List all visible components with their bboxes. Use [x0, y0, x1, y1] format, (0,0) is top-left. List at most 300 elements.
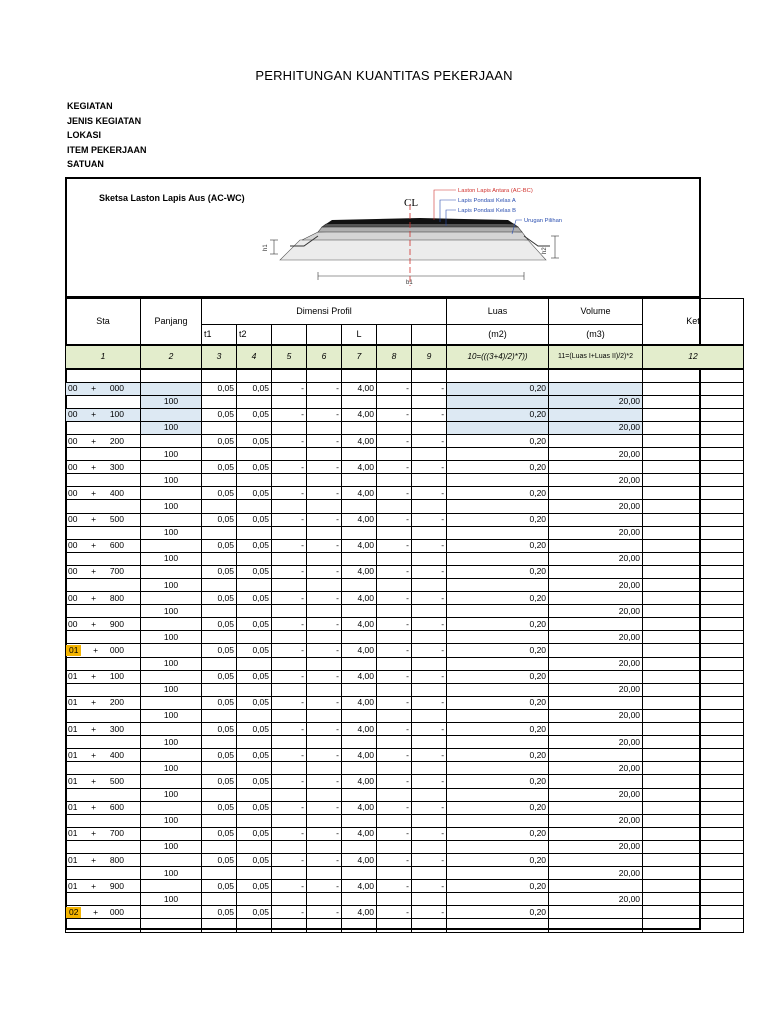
- c6-cell: -: [307, 618, 342, 631]
- sta-cell: [66, 592, 141, 605]
- t1-cell: 0,05: [202, 644, 237, 657]
- sta-km: 01: [68, 697, 78, 708]
- panjang-cell: 100: [141, 736, 202, 749]
- panjang-cell: 100: [141, 657, 202, 670]
- empty-cell: [342, 736, 377, 749]
- empty-cell: [377, 579, 412, 592]
- c8-cell: -: [377, 487, 412, 500]
- empty-cell: [307, 657, 342, 670]
- empty-cell: [307, 395, 342, 408]
- table-row: [66, 696, 744, 709]
- sta-cell: [66, 395, 141, 408]
- header-sta: Sta: [66, 299, 141, 345]
- table-row: [66, 526, 744, 539]
- c5-cell: -: [272, 853, 307, 866]
- empty-cell: [237, 448, 272, 461]
- ket-cell: [643, 461, 744, 474]
- c8-cell: -: [377, 775, 412, 788]
- t2-cell: 0,05: [237, 801, 272, 814]
- c9-cell: -: [412, 565, 447, 578]
- ac-bc-label: Laston Lapis Antara (AC-BC): [458, 188, 533, 194]
- t2-cell: 0,05: [237, 670, 272, 683]
- h1-label: h1: [263, 244, 269, 251]
- L-cell: 4,00: [342, 880, 377, 893]
- empty-cell: [272, 395, 307, 408]
- sta-km: 00: [68, 461, 78, 472]
- ket-cell: [643, 749, 744, 762]
- empty-cell: [237, 552, 272, 565]
- ket-cell: [643, 434, 744, 447]
- c6-cell: -: [307, 696, 342, 709]
- volume-cell: [549, 539, 643, 552]
- empty-cell: [237, 683, 272, 696]
- empty-cell: [237, 500, 272, 513]
- c5-cell: -: [272, 696, 307, 709]
- empty-cell: [342, 395, 377, 408]
- c9-cell: -: [412, 906, 447, 919]
- sta-plus: +: [91, 566, 97, 577]
- table-row: [66, 880, 744, 893]
- empty-cell: [202, 840, 237, 853]
- empty-cell: [272, 893, 307, 906]
- col-number: 12: [643, 345, 744, 369]
- sta-plus: +: [91, 540, 97, 551]
- panjang-cell: [141, 827, 202, 840]
- c6-cell: -: [307, 408, 342, 421]
- col-number: 4: [237, 345, 272, 369]
- sta-plus: +: [91, 828, 97, 839]
- empty-cell: [412, 867, 447, 880]
- empty-cell: [342, 762, 377, 775]
- L-cell: 4,00: [342, 749, 377, 762]
- ket-cell: [643, 723, 744, 736]
- ket-cell: [643, 592, 744, 605]
- sta-meter: 100: [109, 671, 124, 682]
- empty-cell: [307, 919, 342, 932]
- empty-cell: [447, 683, 549, 696]
- L-cell: 4,00: [342, 827, 377, 840]
- c9-cell: -: [412, 827, 447, 840]
- sta-cell: [66, 919, 141, 932]
- empty-cell: [307, 631, 342, 644]
- empty-cell: [272, 421, 307, 434]
- L-cell: 4,00: [342, 801, 377, 814]
- sta-cell: [66, 474, 141, 487]
- t1-cell: 0,05: [202, 906, 237, 919]
- empty-cell: [202, 762, 237, 775]
- sta-meter: 600: [109, 540, 124, 551]
- t2-cell: 0,05: [237, 880, 272, 893]
- luas-cell: 0,20: [447, 827, 549, 840]
- sta-cell: [66, 723, 141, 736]
- c8-cell: -: [377, 565, 412, 578]
- table-row: [66, 644, 744, 657]
- c9-cell: -: [412, 461, 447, 474]
- ket-cell: [643, 552, 744, 565]
- luas-cell: 0,20: [447, 749, 549, 762]
- ket-cell: [643, 631, 744, 644]
- panjang-cell: 100: [141, 814, 202, 827]
- volume-cell: [549, 434, 643, 447]
- c6-cell: -: [307, 487, 342, 500]
- empty-cell: [307, 893, 342, 906]
- ket-cell: [643, 709, 744, 722]
- luas-cell: 0,20: [447, 880, 549, 893]
- t2-cell: 0,05: [237, 906, 272, 919]
- panjang-cell: [141, 513, 202, 526]
- c9-cell: -: [412, 539, 447, 552]
- ket-cell: [643, 526, 744, 539]
- empty-cell: [342, 893, 377, 906]
- table-row: [66, 434, 744, 447]
- sta-cell: [66, 801, 141, 814]
- luas-cell: 0,20: [447, 592, 549, 605]
- t2-cell: 0,05: [237, 461, 272, 474]
- ket-cell: [643, 853, 744, 866]
- table-row: [66, 631, 744, 644]
- luas-cell: 0,20: [447, 513, 549, 526]
- panjang-cell: [141, 919, 202, 932]
- c9-cell: -: [412, 853, 447, 866]
- sta-meter: 200: [109, 435, 124, 446]
- sta-cell: [66, 814, 141, 827]
- empty-cell: [202, 657, 237, 670]
- sta-cell: [66, 644, 141, 657]
- empty-cell: [412, 395, 447, 408]
- table-row: [66, 827, 744, 840]
- empty-cell: [447, 840, 549, 853]
- panjang-cell: [141, 723, 202, 736]
- empty-cell: [202, 788, 237, 801]
- L-cell: 4,00: [342, 434, 377, 447]
- empty-cell: [342, 500, 377, 513]
- sta-meter: 000: [109, 906, 124, 917]
- c8-cell: -: [377, 801, 412, 814]
- panjang-cell: [141, 618, 202, 631]
- t1-cell: 0,05: [202, 434, 237, 447]
- ket-cell: [643, 814, 744, 827]
- info-label-satuan: SATUAN: [67, 159, 104, 169]
- ket-cell: [643, 474, 744, 487]
- empty-cell: [237, 814, 272, 827]
- empty-cell: [377, 605, 412, 618]
- empty-cell: [377, 683, 412, 696]
- c8-cell: -: [377, 592, 412, 605]
- h2-label: h2: [542, 247, 548, 254]
- c9-cell: -: [412, 696, 447, 709]
- empty-cell: [342, 474, 377, 487]
- empty-cell: [237, 395, 272, 408]
- table-row: [66, 579, 744, 592]
- b1-label: b1: [406, 280, 413, 286]
- ket-cell: [643, 382, 744, 395]
- sta-cell: [66, 579, 141, 592]
- volume-cell: [549, 670, 643, 683]
- empty-cell: [377, 631, 412, 644]
- empty-cell: [412, 788, 447, 801]
- sta-plus: +: [91, 487, 97, 498]
- sta-plus: +: [91, 723, 97, 734]
- sta-meter: 700: [109, 828, 124, 839]
- volume-cell: [549, 723, 643, 736]
- volume-cell: 20,00: [549, 893, 643, 906]
- empty-cell: [237, 657, 272, 670]
- empty-cell: [307, 840, 342, 853]
- empty-cell: [272, 552, 307, 565]
- col-number: 1: [66, 345, 141, 369]
- sta-plus: +: [91, 383, 97, 394]
- volume-cell: [549, 853, 643, 866]
- sta-meter: 700: [109, 566, 124, 577]
- ket-cell: [643, 513, 744, 526]
- empty-cell: [342, 709, 377, 722]
- empty-cell: [447, 631, 549, 644]
- panjang-cell: 100: [141, 605, 202, 618]
- sta-km: 01: [68, 828, 78, 839]
- sta-cell: [66, 552, 141, 565]
- empty-cell: [272, 605, 307, 618]
- empty-cell: [377, 788, 412, 801]
- t2-cell: 0,05: [237, 434, 272, 447]
- empty-cell: [272, 709, 307, 722]
- panjang-cell: 100: [141, 788, 202, 801]
- ket-cell: [643, 539, 744, 552]
- ac-wc-layer: [326, 218, 514, 224]
- table-row: [66, 500, 744, 513]
- empty-cell: [272, 762, 307, 775]
- empty-cell: [272, 448, 307, 461]
- empty-cell: [377, 552, 412, 565]
- panjang-cell: 100: [141, 867, 202, 880]
- c9-cell: -: [412, 644, 447, 657]
- col-number: 11=(Luas I+Luas II)/2)*2: [549, 345, 643, 369]
- luas-cell: 0,20: [447, 670, 549, 683]
- table-row: [66, 487, 744, 500]
- kelas-b-label: Lapis Pondasi Kelas B: [458, 208, 517, 214]
- sta-plus: +: [93, 645, 99, 656]
- empty-cell: [447, 814, 549, 827]
- luas-cell: 0,20: [447, 382, 549, 395]
- c5-cell: -: [272, 618, 307, 631]
- empty-cell: [447, 762, 549, 775]
- t2-cell: 0,05: [237, 487, 272, 500]
- volume-cell: [549, 408, 643, 421]
- c5-cell: -: [272, 382, 307, 395]
- c9-cell: -: [412, 723, 447, 736]
- empty-cell: [342, 683, 377, 696]
- c6-cell: -: [307, 539, 342, 552]
- sta-plus: +: [91, 671, 97, 682]
- L-cell: 4,00: [342, 382, 377, 395]
- L-cell: 4,00: [342, 723, 377, 736]
- sta-cell: [66, 670, 141, 683]
- luas-cell: 0,20: [447, 853, 549, 866]
- panjang-cell: [141, 382, 202, 395]
- sta-meter: 100: [109, 409, 124, 420]
- panjang-cell: 100: [141, 500, 202, 513]
- sta-cell: [66, 853, 141, 866]
- empty-cell: [412, 709, 447, 722]
- volume-cell: 20,00: [549, 421, 643, 434]
- ket-cell: [643, 919, 744, 932]
- volume-cell: 20,00: [549, 709, 643, 722]
- empty-cell: [342, 448, 377, 461]
- sta-km: 02: [66, 907, 81, 918]
- t2-cell: 0,05: [237, 618, 272, 631]
- ket-cell: [643, 801, 744, 814]
- header-col6: [307, 325, 342, 345]
- sta-km: 01: [68, 880, 78, 891]
- table-row: [66, 382, 744, 395]
- header-col5: [272, 325, 307, 345]
- c5-cell: -: [272, 801, 307, 814]
- empty-cell: [377, 709, 412, 722]
- header-t2: t2: [237, 325, 272, 345]
- table-row: [66, 421, 744, 434]
- sta-meter: 000: [109, 383, 124, 394]
- sta-km: 01: [68, 775, 78, 786]
- empty-cell: [307, 474, 342, 487]
- empty-cell: [307, 709, 342, 722]
- table-row: [66, 736, 744, 749]
- col-number: 3: [202, 345, 237, 369]
- c9-cell: -: [412, 880, 447, 893]
- sta-plus: +: [91, 880, 97, 891]
- header-luas: Luas: [447, 299, 549, 325]
- volume-cell: [549, 487, 643, 500]
- panjang-cell: 100: [141, 421, 202, 434]
- table-row: [66, 906, 744, 919]
- L-cell: 4,00: [342, 461, 377, 474]
- sta-plus: +: [91, 592, 97, 603]
- col-number: 8: [377, 345, 412, 369]
- empty-cell: [412, 683, 447, 696]
- empty-cell: [202, 814, 237, 827]
- empty-cell: [447, 657, 549, 670]
- table-row: [66, 723, 744, 736]
- ket-cell: [643, 867, 744, 880]
- empty-cell: [447, 500, 549, 513]
- c9-cell: -: [412, 513, 447, 526]
- header-dimensi-profil: Dimensi Profil: [202, 299, 447, 325]
- empty-cell: [307, 867, 342, 880]
- table-row: [66, 618, 744, 631]
- sta-meter: 800: [109, 854, 124, 865]
- empty-cell: [412, 474, 447, 487]
- ket-cell: [643, 827, 744, 840]
- sta-cell: [66, 605, 141, 618]
- table-row: [66, 552, 744, 565]
- sta-cell: [66, 539, 141, 552]
- empty-cell: [237, 840, 272, 853]
- table-body: [66, 299, 744, 933]
- c8-cell: -: [377, 827, 412, 840]
- c5-cell: -: [272, 880, 307, 893]
- t1-cell: 0,05: [202, 461, 237, 474]
- table-row: [66, 461, 744, 474]
- c6-cell: -: [307, 382, 342, 395]
- table-row: [66, 592, 744, 605]
- c5-cell: -: [272, 723, 307, 736]
- c5-cell: -: [272, 565, 307, 578]
- c5-cell: -: [272, 592, 307, 605]
- c6-cell: -: [307, 853, 342, 866]
- t1-cell: 0,05: [202, 408, 237, 421]
- c5-cell: -: [272, 906, 307, 919]
- sta-km: 00: [68, 540, 78, 551]
- empty-cell: [202, 526, 237, 539]
- c8-cell: -: [377, 723, 412, 736]
- sta-meter: 600: [109, 802, 124, 813]
- table-row: [66, 788, 744, 801]
- empty-cell: [412, 448, 447, 461]
- empty-cell: [272, 919, 307, 932]
- ket-cell: [643, 448, 744, 461]
- t2-cell: 0,05: [237, 644, 272, 657]
- empty-cell: [342, 552, 377, 565]
- pavement-cross-section-diagram: [262, 180, 572, 290]
- volume-cell: 20,00: [549, 395, 643, 408]
- c6-cell: -: [307, 723, 342, 736]
- empty-cell: [237, 631, 272, 644]
- sta-cell: [66, 421, 141, 434]
- sta-cell: [66, 696, 141, 709]
- empty-cell: [412, 631, 447, 644]
- volume-cell: [549, 461, 643, 474]
- empty-cell: [237, 526, 272, 539]
- c5-cell: -: [272, 644, 307, 657]
- volume-cell: [549, 906, 643, 919]
- panjang-cell: 100: [141, 631, 202, 644]
- volume-cell: 20,00: [549, 762, 643, 775]
- empty-cell: [272, 788, 307, 801]
- header-volume-unit: (m3): [549, 325, 643, 345]
- luas-cell: 0,20: [447, 408, 549, 421]
- panjang-cell: 100: [141, 709, 202, 722]
- empty-cell: [412, 421, 447, 434]
- L-cell: 4,00: [342, 513, 377, 526]
- empty-cell: [237, 474, 272, 487]
- table-row: [66, 474, 744, 487]
- empty-cell: [202, 448, 237, 461]
- c5-cell: -: [272, 408, 307, 421]
- c8-cell: -: [377, 670, 412, 683]
- volume-cell: 20,00: [549, 788, 643, 801]
- empty-cell: [342, 657, 377, 670]
- empty-cell: [237, 788, 272, 801]
- sta-km: 00: [68, 435, 78, 446]
- panjang-cell: 100: [141, 395, 202, 408]
- volume-cell: [549, 801, 643, 814]
- table-row: [66, 801, 744, 814]
- panjang-cell: [141, 644, 202, 657]
- empty-cell: [342, 579, 377, 592]
- empty-cell: [447, 867, 549, 880]
- volume-cell: [549, 696, 643, 709]
- c6-cell: -: [307, 670, 342, 683]
- sta-cell: [66, 461, 141, 474]
- panjang-cell: [141, 487, 202, 500]
- t1-cell: 0,05: [202, 513, 237, 526]
- empty-cell: [412, 657, 447, 670]
- sta-cell: [66, 487, 141, 500]
- ket-cell: [643, 670, 744, 683]
- t1-cell: 0,05: [202, 539, 237, 552]
- volume-cell: [549, 382, 643, 395]
- L-cell: 4,00: [342, 853, 377, 866]
- quantity-table: [65, 298, 744, 933]
- t1-cell: 0,05: [202, 723, 237, 736]
